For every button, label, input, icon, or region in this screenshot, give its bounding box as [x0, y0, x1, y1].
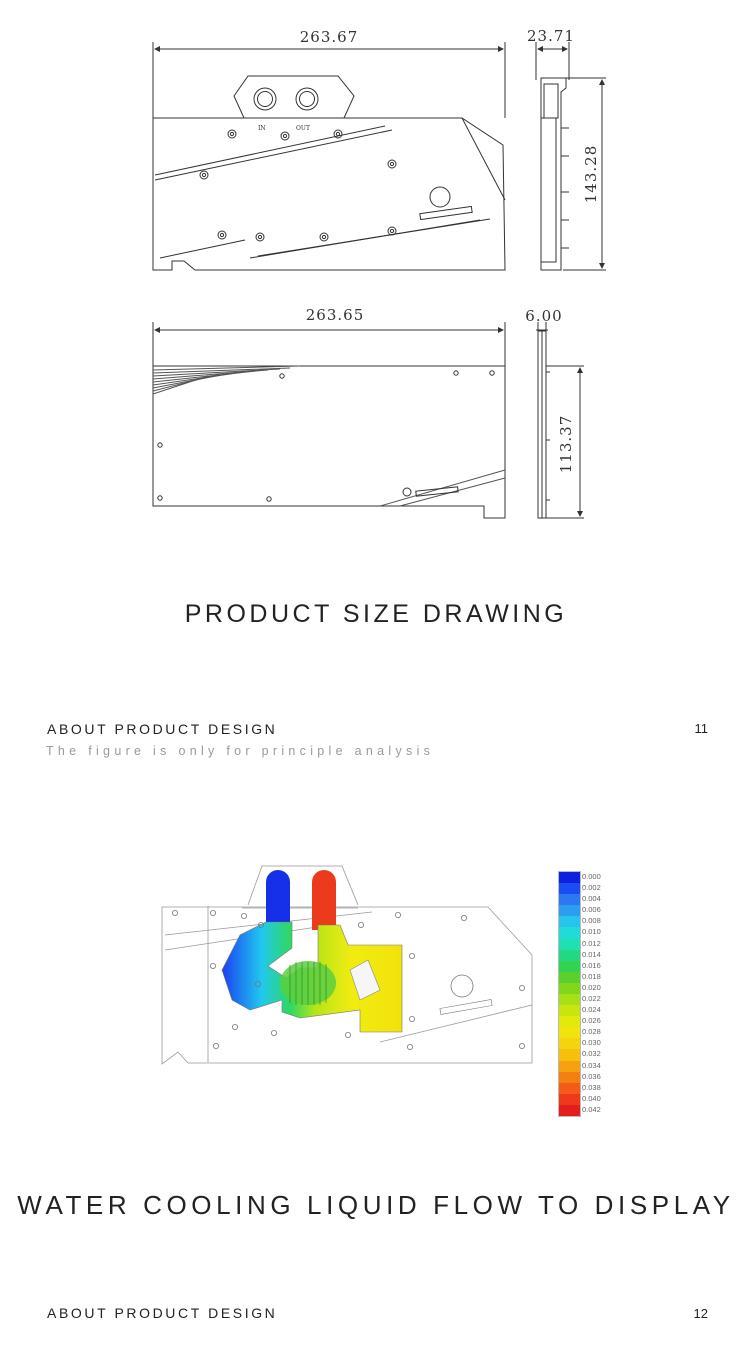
- dim-bottom-thickness: 6.00: [525, 307, 563, 325]
- legend-value-label: 0.026: [582, 1016, 601, 1026]
- dim-top-thickness: 23.71: [527, 27, 575, 45]
- legend-swatch: [559, 994, 580, 1006]
- legend-value-label: 0.040: [582, 1093, 601, 1103]
- flow-display-heading: WATER COOLING LIQUID FLOW TO DISPLAY: [17, 1190, 735, 1220]
- legend-swatch: [559, 1005, 580, 1017]
- legend-value-label: 0.018: [582, 971, 601, 981]
- legend-value-label: 0.022: [582, 994, 601, 1003]
- dim-top-width: 263.67: [299, 28, 359, 46]
- legend-swatch: [559, 916, 580, 928]
- flow-simulation-figure: [0, 850, 752, 1130]
- legend-value-label: 0.032: [582, 1049, 601, 1059]
- size-drawing-heading: PRODUCT SIZE DRAWING: [184, 600, 568, 628]
- legend-swatch: [559, 939, 580, 951]
- legend-value-label: 0.042: [582, 1104, 601, 1114]
- legend-value-label: 0.034: [582, 1060, 601, 1070]
- legend-value-label: 0.004: [582, 894, 601, 904]
- legend-value-label: 0.030: [582, 1038, 601, 1048]
- legend-swatch: [559, 1083, 580, 1095]
- section-subtitle-11: The figure is only for principle analysis: [46, 744, 435, 758]
- dim-top-height: 143.28: [582, 144, 600, 204]
- legend-value-label: 0.020: [582, 982, 601, 992]
- legend-swatch: [559, 972, 580, 984]
- legend-swatch: [559, 1105, 580, 1117]
- legend-swatch: [559, 1049, 580, 1061]
- legend-swatch: [559, 950, 580, 962]
- port-in-label: IN: [258, 125, 266, 132]
- legend-swatch: [559, 1016, 580, 1028]
- legend-value-label: 0.024: [582, 1005, 601, 1015]
- port-out-label: OUT: [296, 125, 310, 132]
- legend-swatch: [559, 905, 580, 917]
- legend-color-bar: [558, 871, 581, 1117]
- legend-swatch: [559, 1027, 580, 1039]
- legend-value-label: 0.036: [582, 1071, 601, 1081]
- legend-swatch: [559, 883, 580, 895]
- legend-swatch: [559, 1072, 580, 1084]
- legend-value-label: 0.028: [582, 1027, 601, 1037]
- legend-value-label: 0.010: [582, 927, 601, 937]
- flow-legend: [558, 871, 580, 1115]
- legend-swatch: [559, 983, 580, 995]
- section-title-11: ABOUT PRODUCT DESIGN: [47, 721, 278, 737]
- section-title-12: ABOUT PRODUCT DESIGN: [47, 1305, 278, 1321]
- legend-value-label: 0.016: [582, 960, 601, 970]
- legend-swatch: [559, 927, 580, 939]
- size-drawing: [0, 0, 752, 540]
- legend-swatch: [559, 961, 580, 973]
- legend-swatch: [559, 1038, 580, 1050]
- legend-swatch: [559, 872, 580, 884]
- legend-value-label: 0.012: [582, 938, 601, 948]
- legend-value-label: 0.014: [582, 949, 601, 959]
- legend-value-label: 0.000: [582, 872, 601, 881]
- legend-swatch: [559, 1061, 580, 1073]
- legend-value-label: 0.006: [582, 905, 601, 915]
- legend-value-label: 0.038: [582, 1082, 601, 1092]
- legend-value-label: 0.008: [582, 916, 601, 926]
- page-number-11: 11: [694, 721, 708, 736]
- dim-bottom-width: 263.65: [305, 306, 365, 324]
- legend-swatch: [559, 894, 580, 906]
- dim-bottom-height: 113.37: [557, 414, 575, 474]
- legend-value-label: 0.002: [582, 883, 601, 893]
- legend-swatch: [559, 1094, 580, 1106]
- page-number-12: 12: [693, 1306, 708, 1321]
